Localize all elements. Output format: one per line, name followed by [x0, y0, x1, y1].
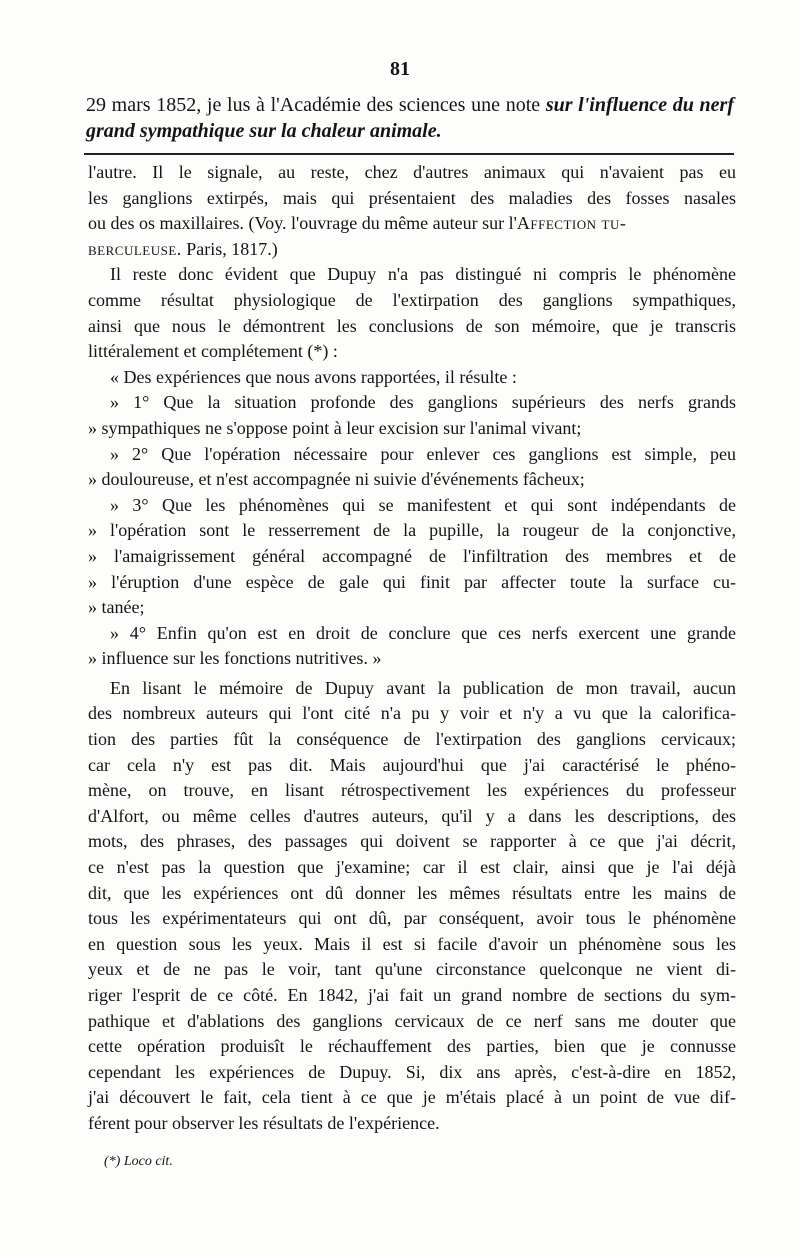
text-line: yeux et de ne pas le voir, tant qu'une circonstance quelconque ne vient di- — [88, 959, 736, 980]
text-line: riger l'esprit de ce côté. En 1842, j'ai fait un grand nombre de sections du sym- — [88, 985, 736, 1005]
text-line: littéralement et complétement (*) : — [88, 341, 338, 362]
quote-line: « Des expériences que nous avons rapportées, il résulte : — [110, 366, 517, 387]
text-line: ainsi que nous le démontrent les conclusions de son mémoire, que je transcris — [88, 315, 736, 336]
text-line: dit, que les expériences ont dû donner les mêmes résultats entre les mains de — [88, 882, 736, 903]
small-caps-title: berculeuse. — [88, 238, 182, 259]
text-line: tous les expérimentateurs qui ont dû, par conséquent, avoir tous le phénomène — [88, 908, 736, 929]
quote-line: » 4° Enfin qu'on est en droit de conclure que ces nerfs exercent une grande — [110, 622, 736, 643]
page-number: 81 — [390, 58, 410, 80]
header-lead: 29 mars 1852, je lus à l'Académie des sciences une note — [86, 94, 546, 116]
text-run: Paris, 1817.) — [181, 238, 278, 259]
text-line: pathique et d'ablations des ganglions cervicaux de ce nerf sans me douter que — [88, 1010, 736, 1031]
header-italic-title: sur l'influence du nerf grand sympathique sur la chaleur animale. — [86, 94, 734, 142]
text-line: les ganglions extirpés, mais qui présentaient des maladies des fosses nasales — [88, 187, 736, 208]
text-line: comme résultat physiologique de l'extirpation des ganglions sympathiques, — [88, 289, 736, 310]
text-line: cependant les expériences de Dupuy. Si, dix ans après, c'est-à-dire en 1852, — [88, 1061, 736, 1082]
text-line: en question sous les yeux. Mais il est si facile d'avoir un phénomène sous les — [88, 933, 736, 954]
text-line: l'autre. Il le signale, au reste, chez d'autres animaux qui n'avaient pas eu — [88, 162, 736, 182]
quote-line: » l'amaigrissement général accompagné de l'infiltration des membres et de — [88, 545, 736, 566]
text-line: j'ai découvert le fait, cela tient à ce que je m'étais placé à un point de vue dif- — [88, 1087, 736, 1108]
text-line: mène, on trouve, en lisant rétrospectivement les expériences du professeur — [88, 780, 736, 801]
text-line: d'Alfort, ou même celles d'autres auteurs, qu'il y a dans les descriptions, des — [88, 805, 736, 826]
body-text — [88, 160, 736, 1137]
text-line — [88, 237, 736, 263]
text-line: cette opération produisît le réchauffement des parties, bien que je connusse — [88, 1036, 736, 1057]
text-line: des nombreux auteurs qui l'ont cité n'a pu y voir et n'y a vu que la calorifica- — [88, 703, 736, 724]
text-line: ce n'est pas la question que j'examine; car il est clair, ainsi que je l'ai déjà — [88, 857, 736, 878]
quote-line: » tanée; — [88, 597, 145, 618]
footnote: (*) Loco cit. — [104, 1154, 173, 1169]
header-rule — [84, 153, 734, 155]
quote-line: » influence sur les fonctions nutritives. » — [88, 648, 382, 669]
text-line: tion des parties fût la conséquence de l'extirpation des ganglions cervicaux; — [88, 729, 736, 750]
text-line: En lisant le mémoire de Dupuy avant la publication de mon travail, aucun — [110, 677, 736, 698]
quote-line: » 2° Que l'opération nécessaire pour enlever ces ganglions est simple, peu — [110, 443, 736, 464]
text-line: mots, des phrases, des passages qui doivent se rapporter à ce que j'ai décrit, — [88, 831, 736, 852]
text-line: car cela n'y est pas dit. Mais aujourd'hui que j'ai caractérisé le phéno- — [88, 754, 736, 775]
quote-line: » l'éruption d'une espèce de gale qui finit par affecter toute la surface cu- — [88, 571, 736, 592]
quote-line: » l'opération sont le resserrement de la pupille, la rougeur de la conjonctive, — [88, 520, 736, 541]
small-caps-title: Affection tu- — [516, 213, 627, 234]
text-line — [88, 211, 736, 237]
quote-line: » sympathiques ne s'oppose point à leur excision sur l'animal vivant; — [88, 417, 582, 438]
text-run: ou des os maxillaires. (Voy. l'ouvrage du même auteur sur l' — [88, 213, 517, 234]
header-sentence — [86, 92, 734, 144]
text-line: férent pour observer les résultats de l'expérience. — [88, 1112, 440, 1133]
quote-line: » 1° Que la situation profonde des ganglions supérieurs des nerfs grands — [110, 392, 736, 413]
text-line: Il reste donc évident que Dupuy n'a pas distingué ni compris le phénomène — [110, 264, 736, 285]
quote-line: » douloureuse, et n'est accompagnée ni suivie d'événements fâcheux; — [88, 469, 585, 490]
quote-line: » 3° Que les phénomènes qui se manifestent et qui sont indépendants de — [110, 494, 736, 515]
